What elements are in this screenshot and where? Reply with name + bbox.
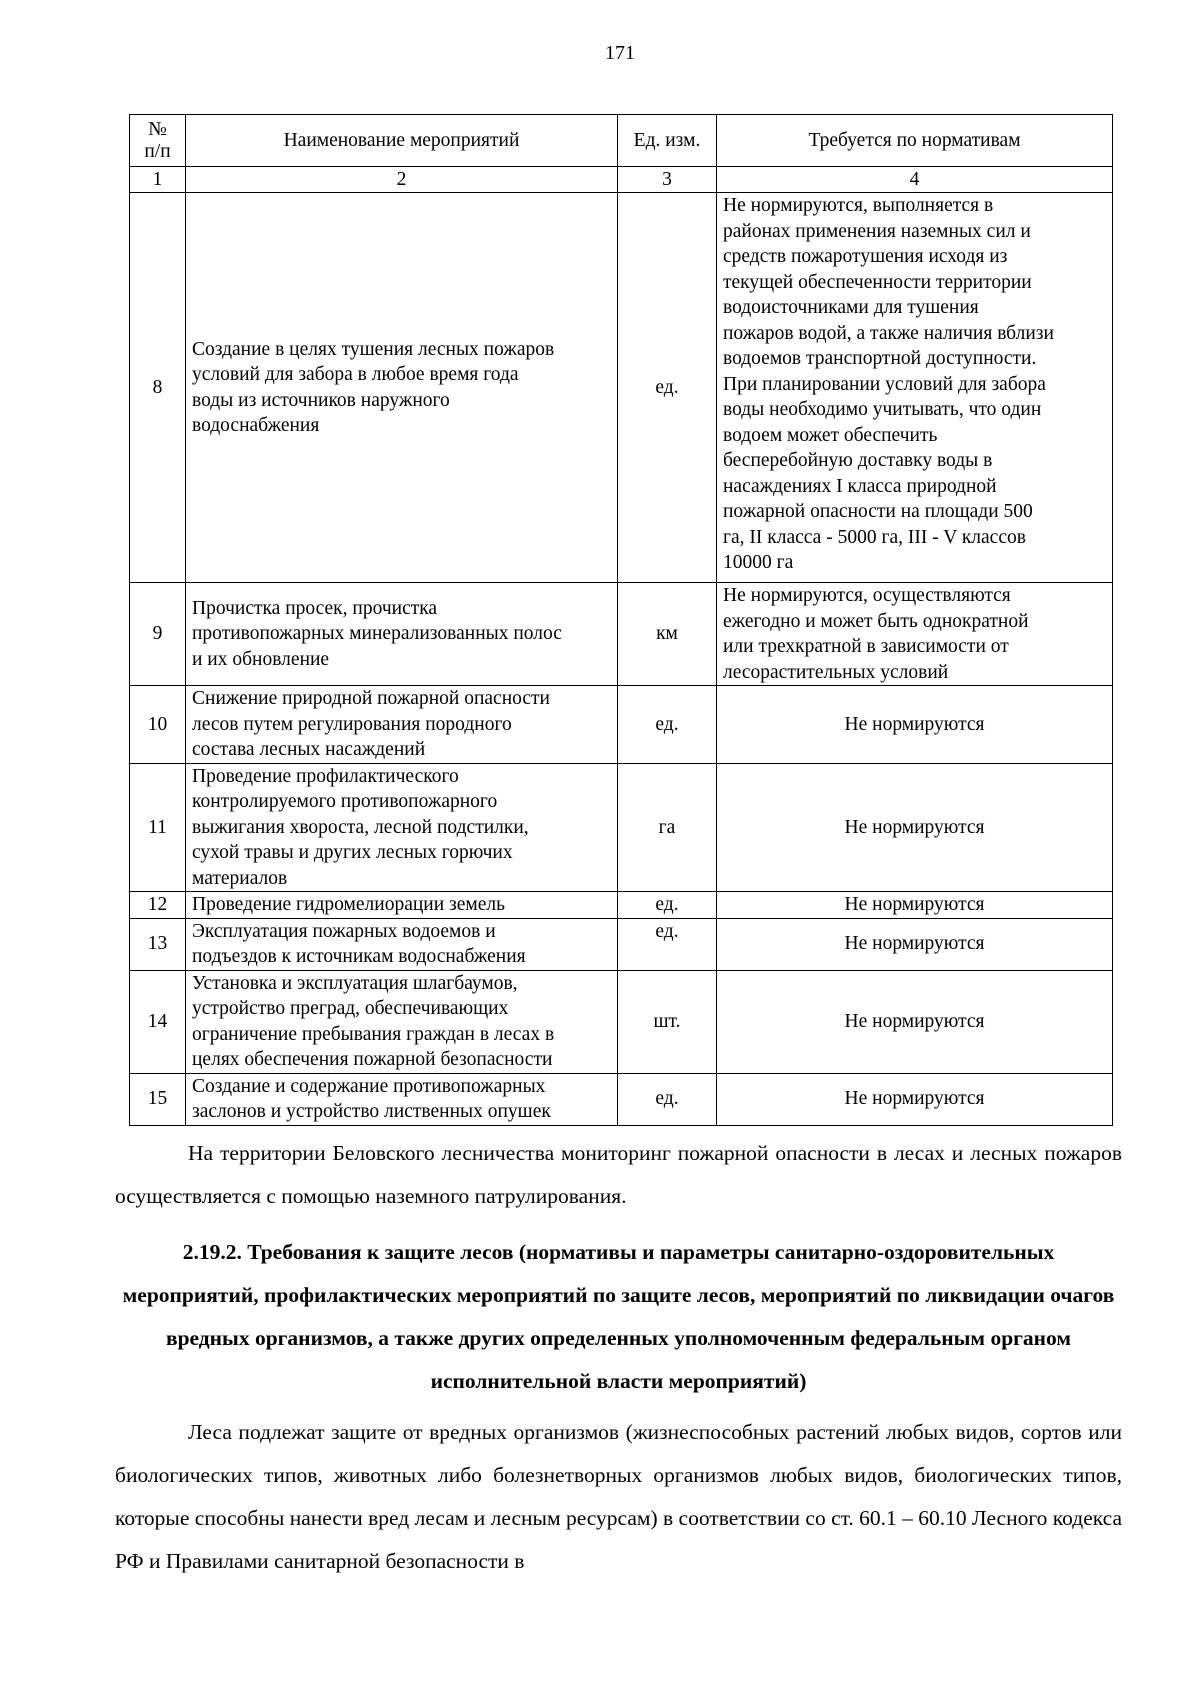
fire-measures-table: [129, 114, 1113, 1126]
row-unit: ед.: [618, 1073, 717, 1125]
header-number: № п/п: [130, 115, 186, 167]
row-number: 12: [130, 892, 186, 919]
row-number: 13: [130, 918, 186, 970]
table-row: [130, 686, 1113, 764]
forest-protection-paragraph: Леса подлежат защите от вредных организмов (жизнеспособных растений любых видов, сортов или биологических типов, животных либо болезнетворных организмов любых видов, биологических типов, которые способны нанести вред лесам и лесным ресурсам) в соответствии со ст. 60.1 – 60.10 Лесного кодекса РФ и Правилами санитарной безопасности в: [115, 1420, 1122, 1573]
table-row: [130, 892, 1113, 919]
row-measure-name: Создание в целях тушения лесных пожаров условий для забора в любое время года воды из источников наружного водоснабжения: [186, 193, 618, 583]
row-measure-name: Создание и содержание противопожарных заслонов и устройство лиственных опушек: [186, 1073, 618, 1125]
row-norm: Не нормируются: [717, 686, 1113, 764]
row-number: 10: [130, 686, 186, 764]
row-norm: Не нормируются: [717, 970, 1113, 1073]
row-number: 8: [130, 193, 186, 583]
row-measure-name: Проведение профилактического контролируемого противопожарного выжигания хвороста, лесной подстилки, сухой травы и других лесных горючих материалов: [186, 763, 618, 892]
monitoring-paragraph: На территории Беловского лесничества мониторинг пожарной опасности в лесах и лесных пожаров осуществляется с помощью наземного патрулирования.: [115, 1141, 1122, 1208]
row-norm: Не нормируются: [717, 918, 1113, 970]
row-norm: Не нормируются: [717, 1073, 1113, 1125]
row-norm: Не нормируются, выполняется в районах применения наземных сил и средств пожаротушения исходя из текущей обеспеченности территории водоисточниками для тушения пожаров водой, а также наличия вблизи водоемов транспортной доступности. При планировании условий для забора воды необходимо учитывать, что один водоем может обеспечить бесперебойную доставку воды в насаждениях I класса природной пожарной опасности на площади 500 га, II класса - 5000 га, III - V классов 10000 га: [717, 193, 1113, 583]
row-unit: ед.: [618, 193, 717, 583]
row-unit: га: [618, 763, 717, 892]
row-measure-name: Снижение природной пожарной опасности лесов путем регулирования породного состава лесных насаждений: [186, 686, 618, 764]
row-norm: Не нормируются: [717, 892, 1113, 919]
table-row: [130, 970, 1113, 1073]
table-row: [130, 763, 1113, 892]
row-unit: ед.: [618, 892, 717, 919]
table-row: [130, 193, 1113, 583]
row-unit: ед.: [618, 686, 717, 764]
row-norm: Не нормируются, осуществляются ежегодно и может быть однократной или трехкратной в зависимости от лесорастительных условий: [717, 583, 1113, 686]
column-number: 4: [717, 167, 1113, 193]
table-row: [130, 918, 1113, 970]
row-unit: км: [618, 583, 717, 686]
row-measure-name: Установка и эксплуатация шлагбаумов, устройство преград, обеспечивающих ограничение пребывания граждан в лесах в целях обеспечения пожарной безопасности: [186, 970, 618, 1073]
row-number: 11: [130, 763, 186, 892]
page-number: 171: [605, 42, 635, 64]
row-unit: шт.: [618, 970, 717, 1073]
header-norm: Требуется по нормативам: [717, 115, 1113, 167]
table-row: [130, 1073, 1113, 1125]
column-numbers-row: [130, 167, 1113, 193]
row-norm: Не нормируются: [717, 763, 1113, 892]
column-number: 2: [186, 167, 618, 193]
header-measure-name: Наименование мероприятий: [186, 115, 618, 167]
column-number: 3: [618, 167, 717, 193]
row-unit: ед.: [618, 918, 717, 970]
row-measure-name: Эксплуатация пожарных водоемов и подъездов к источникам водоснабжения: [186, 918, 618, 970]
table-row: [130, 583, 1113, 686]
row-measure-name: Прочистка просек, прочистка противопожарных минерализованных полос и их обновление: [186, 583, 618, 686]
column-number: 1: [130, 167, 186, 193]
row-number: 9: [130, 583, 186, 686]
table-header-row: [130, 115, 1113, 167]
header-unit: Ед. изм.: [618, 115, 717, 167]
row-number: 15: [130, 1073, 186, 1125]
section-heading: 2.19.2. Требования к защите лесов (нормативы и параметры санитарно-оздоровительных мероприятий, профилактических мероприятий по защите лесов, мероприятий по ликвидации очагов вредных организмов, а также других определенных уполномоченным федеральным органом исполнительной власти мероприятий): [122, 1240, 1115, 1393]
row-number: 14: [130, 970, 186, 1073]
row-measure-name: Проведение гидромелиорации земель: [186, 892, 618, 919]
